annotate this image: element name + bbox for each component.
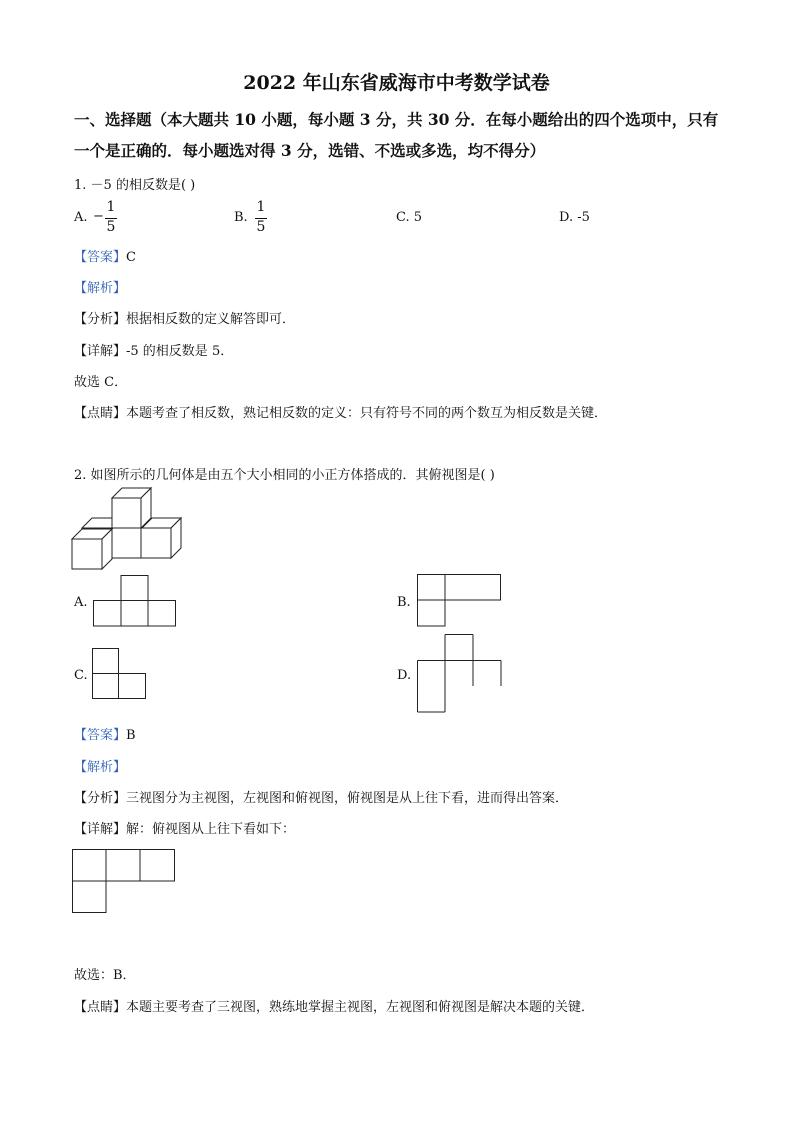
option-c: C. 5 — [396, 210, 423, 225]
question-2-xiangjie — [74, 818, 295, 837]
question-1-dianjing — [74, 402, 607, 421]
option-a-numerator: 1 — [106, 199, 116, 215]
question-2-stem: 2. 如图所示的几何体是由五个大小相同的小正方体搭成的．其俯视图是( ) — [74, 468, 495, 483]
section-header-line-1: 一、选择题（本大题共 10 小题，每小题 3 分，共 30 分．在每小题给出的四个选项中，只有 — [74, 110, 719, 129]
dianjing-tag: 【点睛】 — [74, 1000, 127, 1015]
q2-option-c-figure — [92, 648, 147, 699]
question-2-conclusion: 故选：B． — [74, 968, 136, 983]
question-1-conclusion: 故选 C． — [74, 375, 128, 390]
option-d: D. -5 — [559, 210, 590, 225]
option-b-denominator: 5 — [256, 219, 266, 235]
question-2-fenxi — [74, 787, 568, 806]
question-1-jiexi-tag: 【解析】 — [74, 281, 127, 296]
xiangjie-tag: 【详解】 — [74, 822, 127, 837]
q2-option-b-figure — [417, 574, 501, 627]
answer-value: C — [126, 250, 136, 265]
q2-option-a-label: A. — [74, 595, 88, 610]
question-2-jiexi-tag: 【解析】 — [74, 760, 127, 775]
solid-figure — [70, 488, 185, 570]
dianjing-tag: 【点睛】 — [74, 406, 127, 421]
page-title: 2022 年山东省威海市中考数学试卷 — [243, 72, 550, 94]
option-b-numerator: 1 — [256, 199, 266, 215]
fenxi-text: 根据相反数的定义解答即可． — [126, 312, 296, 327]
question-2-dianjing — [74, 996, 594, 1015]
section-header-line-2: 一个是正确的．每小题选对得 3 分，选错、不选或多选，均不得分） — [74, 141, 546, 160]
answer-tag: 【答案】 — [74, 728, 127, 743]
q2-option-c-label: C. — [74, 668, 88, 683]
dianjing-text: 本题考查了相反数，熟记相反数的定义：只有符号不同的两个数互为相反数是关键． — [126, 406, 608, 421]
q2-option-b-label: B. — [397, 595, 411, 610]
xiangjie-text: -5 的相反数是 5． — [126, 344, 234, 359]
option-a-label: A. — [74, 210, 88, 225]
question-2-answer — [74, 724, 136, 743]
xiangjie-text: 解：俯视图从上往下看如下： — [126, 822, 296, 837]
xiangjie-tag: 【详解】 — [74, 344, 127, 359]
option-b-label: B. — [234, 210, 248, 225]
fenxi-tag: 【分析】 — [74, 791, 127, 806]
q2-option-d-label: D. — [397, 668, 412, 683]
solution-top-view-figure — [72, 849, 176, 914]
dianjing-text: 本题主要考查了三视图，熟练地掌握主视图，左视图和俯视图是解决本题的关键． — [126, 1000, 595, 1015]
question-1-xiangjie — [74, 340, 233, 359]
option-a-sign: − — [93, 209, 104, 224]
question-1-fenxi — [74, 308, 295, 327]
fenxi-tag: 【分析】 — [74, 312, 127, 327]
answer-value: B — [126, 728, 136, 743]
q2-option-a-figure — [93, 575, 176, 627]
fenxi-text: 三视图分为主视图，左视图和俯视图，俯视图是从上往下看，进而得出答案． — [126, 791, 569, 806]
option-a-denominator: 5 — [106, 219, 116, 235]
question-1-stem: 1. －5 的相反数是( ) — [74, 178, 196, 193]
question-1-answer — [74, 246, 136, 265]
q2-option-d-figure — [417, 634, 502, 713]
answer-tag: 【答案】 — [74, 250, 127, 265]
